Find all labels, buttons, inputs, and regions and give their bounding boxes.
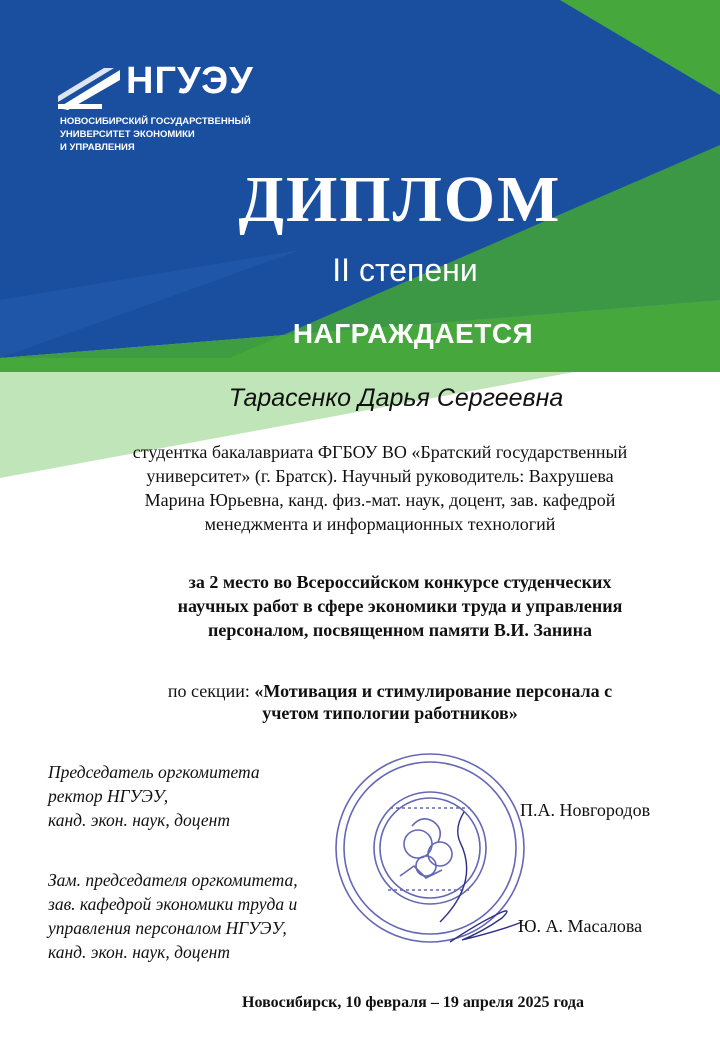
diploma-degree: II степени xyxy=(332,252,478,288)
signature-line: управления персоналом НГУЭУ, xyxy=(48,918,287,938)
signature-line: канд. экон. наук, доцент xyxy=(48,810,230,830)
logo-mark-icon xyxy=(58,68,120,110)
reason-line: персоналом, посвященном памяти В.И. Занина xyxy=(207,620,593,640)
logo-subtitle xyxy=(60,115,251,154)
award-reason xyxy=(80,570,720,642)
section-line xyxy=(80,680,700,702)
description-line: Марина Юрьевна, канд. физ.-мат. наук, доцент, зав. кафедрой xyxy=(144,490,616,510)
recipient-name: Тарасенко Дарья Сергеевна xyxy=(228,384,564,412)
signature-line: зав. кафедрой экономики труда и xyxy=(48,894,298,914)
contest-section xyxy=(80,680,700,724)
reason-line: за 2 место во Всероссийском конкурсе студенческих xyxy=(188,572,612,592)
footer-place-date: Новосибирск, 10 февраля – 19 апреля 2025 года xyxy=(242,994,584,1011)
description-line: менеджмента и информационных технологий xyxy=(204,514,556,534)
official-seal-stamp xyxy=(330,746,530,950)
signature-line: Зам. председателя оргкомитета, xyxy=(48,870,298,890)
awarded-heading: НАГРАЖДАЕТСЯ xyxy=(292,318,534,349)
logo-subtitle-line: УНИВЕРСИТЕТ ЭКОНОМИКИ xyxy=(60,129,195,140)
section-line xyxy=(80,702,700,724)
diploma-title: ДИПЛОМ xyxy=(238,163,562,236)
logo-subtitle-line: НОВОСИБИРСКИЙ ГОСУДАРСТВЕННЫЙ xyxy=(60,116,251,127)
logo-name: НГУЭУ xyxy=(126,60,254,102)
signature-block-deputy xyxy=(48,868,298,964)
signature-block-chair xyxy=(48,760,260,832)
signature-line: Председатель оргкомитета xyxy=(48,762,260,782)
signature-line: ректор НГУЭУ, xyxy=(48,786,169,806)
section-title: «Мотивация и стимулирование персонала с xyxy=(254,681,613,701)
section-prefix: по секции: xyxy=(167,681,255,701)
signer-name: Ю. А. Масалова xyxy=(518,916,643,936)
description-line: университет» (г. Братск). Научный руководитель: Вахрушева xyxy=(146,466,614,486)
signer-name: П.А. Новгородов xyxy=(520,800,651,820)
description-line: студентка бакалавриата ФГБОУ ВО «Братский государственный xyxy=(132,442,628,462)
section-title: учетом типологии работников» xyxy=(262,703,518,723)
recipient-description xyxy=(70,440,690,536)
reason-line: научных работ в сфере экономики труда и управления xyxy=(177,596,623,616)
logo-subtitle-line: И УПРАВЛЕНИЯ xyxy=(60,142,135,153)
signature-line: канд. экон. наук, доцент xyxy=(48,942,230,962)
